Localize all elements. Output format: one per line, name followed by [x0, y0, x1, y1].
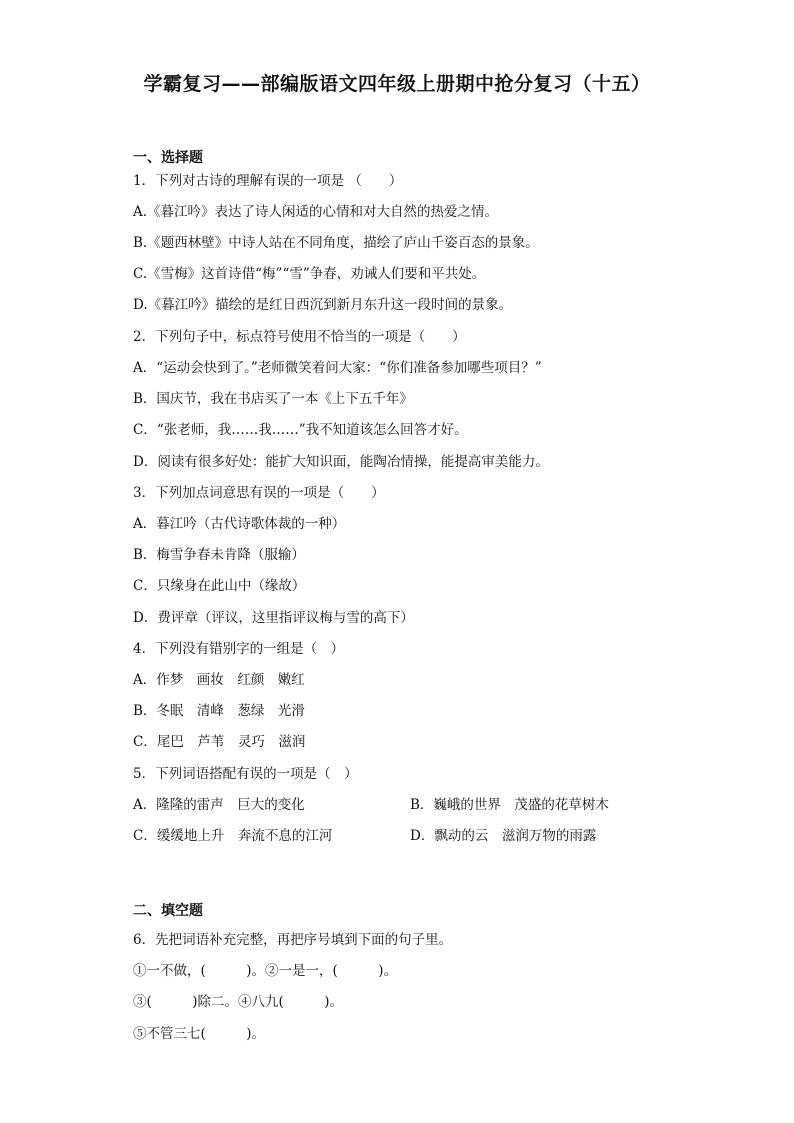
- question-5-stem: 5．下列词语搭配有误的一项是（ ）: [133, 766, 358, 782]
- question-4-option-b: B．冬眠 清峰 葱绿 光滑: [133, 703, 305, 719]
- question-5-option-a: A．隆隆的雷声 巨大的变化: [133, 797, 305, 813]
- question-1-option-b: B.《题西林壁》中诗人站在不同角度，描绘了庐山千姿百态的景象。: [133, 235, 539, 251]
- question-5-option-c: C．缓缓地上升 奔流不息的江河: [133, 828, 333, 844]
- question-6-line-1: ①一不做，( )。②一是一，( )。: [133, 963, 398, 979]
- question-5-option-d: D．飘动的云 滋润万物的雨露: [410, 828, 597, 844]
- question-2-option-d: D．阅读有很多好处：能扩大知识面，能陶冶情操，能提高审美能力。: [133, 454, 549, 470]
- question-1-option-a: A.《暮江吟》表达了诗人闲适的心情和对大自然的热爱之情。: [133, 204, 499, 220]
- question-1-option-c: C.《雪梅》这首诗借“梅”“雪”争春，劝诫人们要和平共处。: [133, 266, 486, 282]
- question-3-option-a: A．暮江吟（古代诗歌体裁的一种）: [133, 516, 346, 532]
- question-2-option-c: C．“张老师，我……我……”我不知道该怎么回答才好。: [133, 422, 468, 438]
- question-2-option-a: A．“运动会快到了。”老师微笑着问大家：“你们准备参加哪些项目？”: [133, 360, 542, 376]
- question-1-stem: 1．下列对古诗的理解有误的一项是 （ ）: [133, 173, 403, 189]
- question-6-stem: 6．先把词语补充完整，再把序号填到下面的句子里。: [133, 932, 453, 948]
- question-3-option-d: D．费评章（评议，这里指评议梅与雪的高下）: [133, 610, 414, 626]
- question-6-line-3: ⑤不管三七( )。: [133, 1026, 266, 1042]
- question-4-stem: 4．下列没有错别字的一组是（ ）: [133, 641, 345, 657]
- question-2-stem: 2．下列句子中，标点符号使用不恰当的一项是（ ）: [133, 329, 466, 345]
- page-title: 学霸复习——部编版语文四年级上册期中抢分复习（十五）: [143, 73, 651, 95]
- question-3-option-b: B．梅雪争春未肯降（服输）: [133, 547, 305, 563]
- question-6-line-2: ③( )除二。④八九( )。: [133, 994, 344, 1010]
- section-heading-choice: 一、选择题: [133, 150, 203, 166]
- question-1-option-d: D.《暮江吟》描绘的是红日西沉到新月东升这一段时间的景象。: [133, 297, 513, 313]
- question-3-option-c: C．只缘身在此山中（缘故）: [133, 578, 306, 594]
- question-2-option-b: B．国庆节，我在书店买了一本《上下五千年》: [133, 391, 413, 407]
- question-3-stem: 3．下列加点词意思有误的一项是（ ）: [133, 485, 385, 501]
- question-4-option-c: C．尾巴 芦苇 灵巧 滋润: [133, 734, 306, 750]
- question-4-option-a: A．作梦 画妆 红颜 嫩红: [133, 672, 305, 688]
- question-5-option-b: B．巍峨的世界 茂盛的花草树木: [410, 797, 609, 813]
- section-heading-fill: 二、填空题: [133, 903, 203, 919]
